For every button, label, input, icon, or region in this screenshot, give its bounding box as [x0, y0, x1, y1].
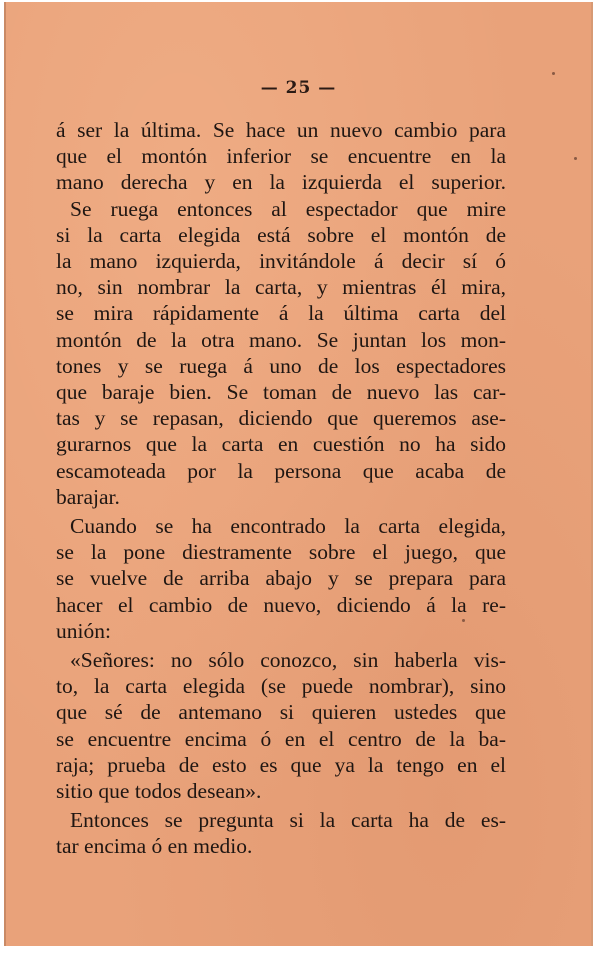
paragraph: [56, 647, 506, 804]
paragraph: [56, 807, 506, 859]
paper-speck: [574, 157, 577, 160]
text-line: sitio que todos desean».: [56, 779, 262, 804]
text-line: que sé de antemano si quieren ustedes que: [56, 700, 506, 725]
text-line: Cuando se ha encontrado la carta elegida,: [70, 514, 506, 539]
paragraph: [56, 117, 506, 196]
text-line: to, la carta elegida (se puede nombrar), sino: [56, 674, 506, 699]
paragraph: [56, 513, 506, 644]
text-line: tar encima ó en medio.: [56, 834, 253, 859]
paper-speck: [462, 619, 465, 622]
text-line: unión:: [56, 618, 111, 643]
text-line: raja; prueba de esto es que ya la tengo en el: [56, 752, 506, 777]
text-line: se la pone diestramente sobre el juego, que: [56, 540, 506, 565]
text-line: montón de la otra mano. Se juntan los mon-: [56, 327, 506, 352]
paper-speck: [552, 72, 555, 75]
text-line: mano derecha y en la izquierda el superior.: [56, 170, 506, 195]
page-number: — 25 —: [260, 78, 337, 98]
paragraph: [56, 196, 506, 510]
text-line: se encuentre encima ó en el centro de la ba-: [56, 726, 506, 751]
body-text: [56, 117, 506, 860]
text-line: se vuelve de arriba abajo y se prepara para: [56, 566, 506, 591]
text-line: tas y se repasan, diciendo que queremos ase-: [56, 406, 506, 431]
text-line: barajar.: [56, 484, 120, 509]
book-page: [4, 2, 593, 946]
text-line: gurarnos que la carta en cuestión no ha sido: [56, 432, 506, 457]
text-line: si la carta elegida está sobre el montón de: [56, 222, 506, 247]
text-line: la mano izquierda, invitándole á decir sí ó: [56, 249, 506, 274]
text-line: que baraje bien. Se toman de nuevo las car-: [56, 380, 506, 405]
text-line: no, sin nombrar la carta, y mientras él mira,: [56, 275, 506, 300]
text-line: tones y se ruega á uno de los espectadores: [56, 353, 506, 378]
text-line: hacer el cambio de nuevo, diciendo á la re-: [56, 592, 506, 617]
text-line: á ser la última. Se hace un nuevo cambio para: [56, 118, 506, 142]
text-line: que el montón inferior se encuentre en la: [56, 144, 506, 169]
text-line: Entonces se pregunta si la carta ha de es-: [70, 808, 506, 833]
text-line: escamoteada por la persona que acaba de: [56, 458, 506, 483]
text-line: «Señores: no sólo conozco, sin haberla vis-: [70, 648, 506, 673]
text-line: Se ruega entonces al espectador que mire: [70, 196, 506, 221]
text-line: se mira rápidamente á la última carta del: [56, 301, 506, 326]
